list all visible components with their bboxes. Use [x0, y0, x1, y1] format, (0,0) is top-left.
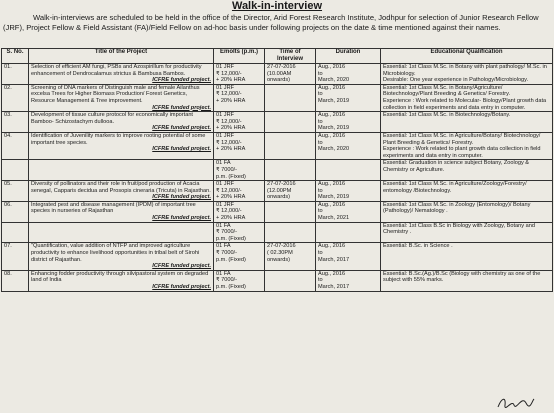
emolument-line: ₹ 7000/- [216, 250, 237, 257]
qualification-line: Essential: 1st Class M.Sc. in Zoology (Entomology)/ Botany (Pathology)/ Nematology . [383, 201, 531, 215]
emolument-line: + 20% HRA [216, 194, 246, 201]
time-line: 27-07-2016 [267, 243, 296, 250]
funded-label: ICFRE funded project. [152, 125, 211, 132]
time-line: onwards) [267, 194, 291, 201]
duration-line: to [318, 250, 323, 257]
cell-sno: 02. [2, 84, 29, 111]
duration-line: March, 2017 [318, 256, 350, 263]
cell-emoluments [214, 84, 265, 111]
table-row [2, 181, 553, 202]
cell-interview-time [265, 201, 316, 222]
emolument-line: ₹ 7000/- [216, 166, 237, 173]
project-title-text: Development of tissue culture protocol for economically important Bamboo- Schizostachym dullooa. [31, 112, 193, 125]
duration-line: Aug., 2016 [318, 132, 346, 139]
emolument-line: ₹ 12,000/- [216, 187, 242, 194]
cell-sno: 06. [2, 201, 29, 222]
cell-sno: 03. [2, 112, 29, 133]
qualification-line: Essential: Graduation in science subject Botany, Zoology & Chemistry or Agriculture. [383, 160, 530, 173]
duration-line: March, 2021 [318, 215, 350, 222]
table-row [2, 64, 553, 85]
duration-line: March, 2020 [318, 146, 350, 153]
cell-emoluments [214, 270, 265, 291]
time-line: onwards) [267, 256, 291, 263]
project-title-text: Screening of DNA markers of Distinguish male and female Ailanthus excelsa Trees for Higher Biomass Production/ Forest Genetics, Resource Management & Tree improvement. [31, 84, 200, 104]
duration-line: March, 2017 [318, 284, 350, 290]
cell-duration [316, 201, 381, 222]
cell-emoluments [214, 201, 265, 222]
cell-sno: 04. [2, 132, 29, 159]
cell-duration [316, 132, 381, 159]
project-title-text: Enhancing fodder productivity through silvipastoral system on degraded land of India [31, 270, 209, 284]
funded-label: ICFRE funded project. [152, 146, 211, 153]
table-row [2, 84, 553, 111]
time-line: (10.00AM [267, 70, 292, 77]
emolument-line: + 20% HRA [216, 77, 246, 84]
cell-qualification [381, 270, 553, 291]
cell-project-title [29, 270, 214, 291]
cell-interview-time [265, 181, 316, 202]
cell-interview-time [265, 64, 316, 85]
duration-line: March, 2020 [318, 77, 350, 84]
duration-line: to [318, 70, 323, 77]
time-line: 27-07-2016 [267, 64, 296, 70]
emolument-line: 01 JRF [216, 201, 235, 208]
qualification-line: Essential: 1st Class M.Sc. in Agriculture/Zoology/Forestry/ entomology /Biotechnology. [383, 181, 527, 194]
cell-project-title [29, 132, 214, 159]
cell-project-title [29, 201, 214, 222]
duration-line: March, 2019 [318, 125, 350, 132]
duration-line: Aug., 2016 [318, 112, 346, 119]
header-title: Title of the Project [29, 49, 214, 64]
project-title-text: Integrated pest and disease management (IPDM) of important tree species in nurseries of Rajasthan [31, 201, 196, 215]
emolument-line: + 20% HRA [216, 97, 246, 104]
qualification-line: Essential: 1st Class M.Sc. in Biotechnology/Botany. [383, 112, 511, 119]
cell-sno: 07. [2, 243, 29, 270]
emolument-line: 01 JRF [216, 112, 235, 119]
duration-line: Aug., 2016 [318, 181, 346, 188]
cell-project-title [29, 222, 214, 243]
duration-line: to [318, 118, 323, 125]
qualification-line: Essential: 1st Class M.Sc. in Botany with plant pathology/ M.Sc. in Microbiology. [383, 64, 547, 77]
duration-line: to [318, 139, 323, 146]
cell-qualification [381, 112, 553, 133]
cell-project-title [29, 243, 214, 270]
cell-project-title [29, 64, 214, 85]
project-title-text: Identification of Juvenility markers to improve rooting potential of some important tree species. [31, 132, 206, 146]
cell-duration [316, 181, 381, 202]
emolument-line: 01 JRF [216, 64, 235, 70]
time-line: 27-07-2016 [267, 181, 296, 188]
emolument-line: p.m. (Fixed) [216, 284, 246, 290]
cell-project-title [29, 160, 214, 181]
duration-line: to [318, 91, 323, 98]
cell-emoluments [214, 64, 265, 85]
header-emoluments: Emolts (p.m.) [214, 49, 265, 64]
qualification-line: Essential: B.Sc.(Ag.)/B.Sc (Biology with chemistry as one of the subject with 55% marks. [383, 270, 541, 284]
cell-duration [316, 112, 381, 133]
header-duration: Duration [316, 49, 381, 64]
cell-emoluments [214, 181, 265, 202]
emolument-line: ₹ 12,000/- [216, 139, 242, 146]
cell-interview-time [265, 270, 316, 291]
emolument-line: 01 JRF [216, 84, 235, 91]
table-row [2, 243, 553, 270]
cell-interview-time [265, 222, 316, 243]
emolument-line: ₹ 12,000/- [216, 118, 242, 125]
cell-interview-time [265, 132, 316, 159]
emolument-line: 01 FA [216, 243, 231, 250]
interview-table [1, 48, 553, 292]
cell-project-title [29, 181, 214, 202]
project-title-text: "Quantification, value addition of NTFP and improved agriculture productivity to enhance livelihood opportunities in tribal belt of Sirohi district of Rajasthan. [31, 243, 200, 263]
qualification-line: Experience : Work related to plant growth data collection in field experiments and data entry in computer. [383, 146, 541, 159]
emolument-line: ₹ 12,000/- [216, 91, 242, 98]
qualification-line: Essential: B.Sc. in Science . [383, 243, 453, 250]
emolument-line: 01 FA [216, 222, 231, 229]
funded-label: ICFRE funded project. [152, 284, 211, 290]
table-row [2, 270, 553, 291]
cell-sno: 08. [2, 270, 29, 291]
project-title-text: Diversity of pollinators and their role in fruit/pod production of Acacia senegal, Capparis decidua and Prosopis cineraria (Tricuta) in Rajasthan. [31, 181, 211, 194]
funded-label: ICFRE funded project. [152, 215, 211, 222]
project-title-text: Selection of efficient AM fungi, PSBs and Azospirillum for productivity enhancement of Dendrocalamus strictus & Bambusa Bambos. [31, 64, 202, 77]
intro-paragraph: Walk-in-interviews are scheduled to be held in the office of the Director, Arid Forest Research Institute, Jodhpur for selection of Junior Research Fellow (JRF), Project Fellow & Field Assistant (FA)/Field Fellow on ad-hoc basis under following projects on the date & time mentioned against their names. [3, 13, 539, 32]
emolument-line: 01 FA [216, 270, 231, 277]
cell-sno: 05. [2, 181, 29, 202]
cell-duration [316, 160, 381, 181]
emolument-line: p.m. (Fixed) [216, 235, 246, 242]
qualification-line: Essential: 1st Class M.Sc. in Agriculture/Botany/ Biotechnology/ Plant Breeding & Genetics/ Forestry. [383, 132, 541, 146]
cell-interview-time [265, 243, 316, 270]
qualification-line: Desirable: One year experience in Pathology/Microbiology. [383, 77, 529, 84]
emolument-line: ₹ 7000/- [216, 277, 237, 284]
duration-line: March, 2019 [318, 194, 350, 201]
funded-label: ICFRE funded project. [152, 104, 211, 111]
header-qualification: Educational Qualification [381, 49, 553, 64]
cell-emoluments [214, 132, 265, 159]
cell-sno: 01. [2, 64, 29, 85]
emolument-line: p.m. (Fixed) [216, 173, 246, 180]
emolument-line: 01 JRF [216, 181, 235, 188]
cell-duration [316, 84, 381, 111]
cell-emoluments [214, 222, 265, 243]
emolument-line: 01 FA [216, 160, 231, 167]
cell-project-title [29, 84, 214, 111]
duration-line: to [318, 208, 323, 215]
cell-interview-time [265, 112, 316, 133]
duration-line: to [318, 277, 323, 284]
duration-line: Aug., 2016 [318, 270, 346, 277]
emolument-line: ₹ 7000/- [216, 229, 237, 236]
time-line: onwards) [267, 77, 291, 84]
emolument-line: + 20% HRA [216, 146, 246, 153]
funded-label: ICFRE funded project. [152, 77, 211, 84]
cell-qualification [381, 64, 553, 85]
duration-line: to [318, 187, 323, 194]
cell-emoluments [214, 243, 265, 270]
cell-duration [316, 222, 381, 243]
time-line: ( 02.30PM [267, 250, 293, 257]
table-row [2, 222, 553, 243]
cell-qualification [381, 222, 553, 243]
table-row [2, 112, 553, 133]
qualification-line: Essential: 1st Class M.Sc. in Botany/Agriculture/ Biotechnology/Plant Breeding & Genetics/ Forestry. [383, 84, 511, 98]
cell-duration [316, 243, 381, 270]
cell-qualification [381, 160, 553, 181]
cell-sno [2, 222, 29, 243]
cell-qualification [381, 201, 553, 222]
funded-label: ICFRE funded project. [152, 194, 211, 201]
cell-interview-time [265, 160, 316, 181]
duration-line: Aug., 2016 [318, 243, 346, 250]
table-header-row [2, 49, 553, 64]
emolument-line: ₹ 12,000/- [216, 70, 242, 77]
signature-icon [496, 393, 536, 411]
header-time: Time of Interview [265, 49, 316, 64]
funded-label: ICFRE funded project. [152, 263, 211, 270]
cell-qualification [381, 132, 553, 159]
emolument-line: ₹ 12,000/- [216, 208, 242, 215]
cell-qualification [381, 181, 553, 202]
cell-duration [316, 64, 381, 85]
duration-line: Aug., 2016 [318, 64, 346, 70]
table-row [2, 132, 553, 159]
emolument-line: + 20% HRA [216, 215, 246, 222]
qualification-line: Essential: 1st Class B.Sc in Biology with Zoology, Botany and Chemistry . [383, 222, 535, 236]
cell-project-title [29, 112, 214, 133]
time-line: (12.00PM [267, 187, 292, 194]
duration-line: Aug., 2016 [318, 84, 346, 91]
emolument-line: p.m. (Fixed) [216, 256, 246, 263]
qualification-line: Experience : Work related to Molecular- Biology/Plant growth data collection in field experiments and data entry in computer. [383, 97, 547, 111]
duration-line: March, 2019 [318, 97, 350, 104]
cell-sno [2, 160, 29, 181]
cell-emoluments [214, 160, 265, 181]
cell-interview-time [265, 84, 316, 111]
table-row [2, 160, 553, 181]
emolument-line: 01 JRF [216, 132, 235, 139]
table-row [2, 201, 553, 222]
cell-qualification [381, 84, 553, 111]
header-sno: S. No. [2, 49, 29, 64]
duration-line: Aug., 2016 [318, 201, 346, 208]
cell-qualification [381, 243, 553, 270]
emolument-line: + 20% HRA [216, 125, 246, 132]
cell-emoluments [214, 112, 265, 133]
page-title: Walk-in-interview [231, 0, 323, 12]
cell-duration [316, 270, 381, 291]
